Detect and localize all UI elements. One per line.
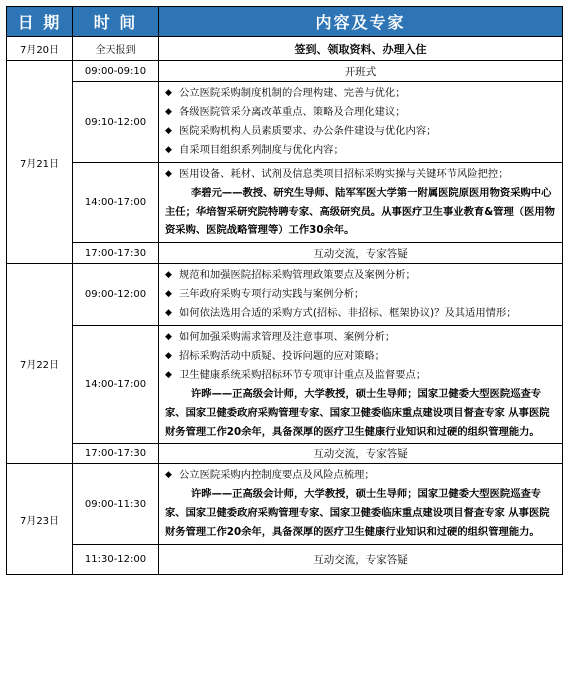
- date-cell: 7月23日: [7, 464, 73, 574]
- list-item: ◆ 三年政府采购专项行动实践与案例分析；: [165, 285, 558, 304]
- list-item: ◆ 公立医院采购制度机制的合理构建、完善与优化；: [165, 84, 558, 103]
- table-row: [7, 163, 563, 243]
- list-item: ◆ 公立医院采购内控制度要点及风险点梳理；: [165, 466, 558, 485]
- time-cell: 17:00-17:30: [73, 444, 159, 464]
- header-time: 时 间: [73, 7, 159, 37]
- content-cell: [159, 163, 563, 243]
- content-cell: [159, 264, 563, 326]
- list-item: ◆ 如何加强采购需求管理及注意事项、案例分析；: [165, 328, 558, 347]
- list-item: ◆ 卫生健康系统采购招标环节专项审计重点及监督要点；: [165, 366, 558, 385]
- expert-bio: 许晔——正高级会计师，大学教授，硕士生导师；国家卫健委大型医院巡查专家、国家卫健委政府采购管理专家、国家卫健委临床重点建设项目督查专家 从事医院财务管理工作20余年，具备深厚的医疗卫生健康行业知识和过硬的组织管理能力。: [165, 488, 550, 538]
- content-cell: 开班式: [159, 61, 563, 82]
- diamond-bullet-icon: ◆: [165, 169, 172, 179]
- diamond-bullet-icon: ◆: [165, 107, 172, 117]
- header-content: 内容及专家: [159, 7, 563, 37]
- diamond-bullet-icon: ◆: [165, 370, 172, 381]
- diamond-bullet-icon: ◆: [165, 308, 172, 319]
- diamond-bullet-icon: ◆: [165, 470, 172, 481]
- table-row: [7, 544, 563, 574]
- schedule-table: [6, 6, 563, 575]
- time-cell: 14:00-17:00: [73, 326, 159, 444]
- time-cell: 全天报到: [73, 37, 159, 61]
- content-cell: 签到、领取资料、办理入住: [159, 37, 563, 61]
- table-row: [7, 37, 563, 61]
- content-cell: 互动交流，专家答疑: [159, 444, 563, 464]
- content-cell: [159, 464, 563, 544]
- time-cell: 17:00-17:30: [73, 243, 159, 264]
- list-item: ◆ 医院采购机构人员素质要求、办公条件建设与优化内容；: [165, 122, 558, 141]
- diamond-bullet-icon: ◆: [165, 88, 172, 98]
- date-cell: 7月21日: [7, 61, 73, 264]
- table-row: [7, 82, 563, 163]
- header-row: [7, 7, 563, 37]
- table-row: [7, 464, 563, 544]
- diamond-bullet-icon: ◆: [165, 351, 172, 362]
- date-cell: 7月20日: [7, 37, 73, 61]
- time-cell: 09:00-11:30: [73, 464, 159, 544]
- table-row: [7, 243, 563, 264]
- date-cell: 7月22日: [7, 264, 73, 464]
- header-date: 日 期: [7, 7, 73, 37]
- time-cell: 14:00-17:00: [73, 163, 159, 243]
- list-item: ◆ 各级医院管采分离改革重点、策略及合理化建议；: [165, 103, 558, 122]
- time-cell: 11:30-12:00: [73, 544, 159, 574]
- diamond-bullet-icon: ◆: [165, 270, 172, 281]
- table-row: [7, 61, 563, 82]
- diamond-bullet-icon: ◆: [165, 332, 172, 343]
- expert-bio: 许晔——正高级会计师，大学教授，硕士生导师；国家卫健委大型医院巡查专家、国家卫健委政府采购管理专家、国家卫健委临床重点建设项目督查专家 从事医院财务管理工作20余年，具备深厚的医疗卫生健康行业知识和过硬的组织管理能力。: [165, 388, 550, 438]
- content-cell: [159, 326, 563, 444]
- time-cell: 09:00-12:00: [73, 264, 159, 326]
- list-item: ◆ 如何依法选用合适的采购方式(招标、非招标、框架协议)？及其适用情形；: [165, 304, 558, 323]
- list-item: ◆ 招标采购活动中质疑、投诉问题的应对策略；: [165, 347, 558, 366]
- time-cell: 09:00-09:10: [73, 61, 159, 82]
- list-item: ◆ 规范和加强医院招标采购管理政策要点及案例分析；: [165, 266, 558, 285]
- table-row: [7, 444, 563, 464]
- time-cell: 09:10-12:00: [73, 82, 159, 163]
- diamond-bullet-icon: ◆: [165, 145, 172, 155]
- diamond-bullet-icon: ◆: [165, 126, 172, 136]
- content-cell: 互动交流，专家答疑: [159, 243, 563, 264]
- list-item: ◆ 医用设备、耗材、试剂及信息类项目招标采购实操与关键环节风险把控；: [165, 165, 558, 184]
- diamond-bullet-icon: ◆: [165, 289, 172, 300]
- content-cell: [159, 82, 563, 163]
- expert-bio: 李碧元——教授、研究生导师、陆军军医大学第一附属医院原医用物资采购中心主任；华培智采研究院特聘专家、高级研究员。从事医疗卫生事业教育&管理（医用物资采购、医院战略管理等）工作30余年。: [165, 187, 555, 237]
- table-row: [7, 264, 563, 326]
- table-row: [7, 326, 563, 444]
- content-cell: 互动交流，专家答疑: [159, 544, 563, 574]
- list-item: ◆ 自采项目组织系列制度与优化内容；: [165, 141, 558, 160]
